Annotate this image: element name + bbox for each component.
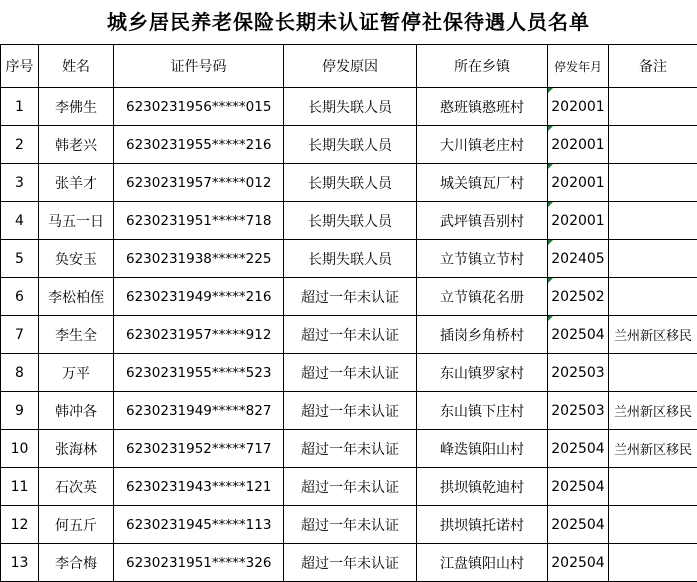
cell-name[interactable] <box>39 240 114 278</box>
cell-seq[interactable] <box>1 164 39 202</box>
cell-stop-reason-text: 超过一年未认证 <box>301 290 399 306</box>
cell-id-number[interactable] <box>114 126 284 164</box>
cell-flag-icon <box>548 278 553 283</box>
cell-flag-icon <box>548 88 553 93</box>
cell-town-text: 拱坝镇托诺村 <box>440 518 524 534</box>
cell-name-text: 万平 <box>62 366 90 382</box>
header-note: 备注 <box>609 45 697 88</box>
cell-town-text: 立节镇花名册 <box>440 290 524 306</box>
cell-stop-month-text: 202503 <box>551 365 604 381</box>
header-row <box>1 45 697 88</box>
cell-seq[interactable] <box>1 506 39 544</box>
cell-stop-month[interactable] <box>548 88 609 126</box>
cell-stop-reason-text: 超过一年未认证 <box>301 442 399 458</box>
cell-flag-icon <box>548 164 553 169</box>
cell-town[interactable] <box>417 240 548 278</box>
cell-seq-text: 6 <box>15 289 24 305</box>
table-row <box>1 392 697 430</box>
cell-name[interactable] <box>39 126 114 164</box>
table-row <box>1 468 697 506</box>
cell-name[interactable] <box>39 164 114 202</box>
cell-note[interactable] <box>609 468 697 506</box>
cell-name-text: 韩老兴 <box>55 138 97 154</box>
cell-stop-reason-text: 超过一年未认证 <box>301 480 399 496</box>
cell-seq-text: 10 <box>11 441 29 457</box>
cell-stop-reason[interactable] <box>284 164 417 202</box>
cell-seq-text: 5 <box>15 251 24 267</box>
cell-stop-reason-text: 长期失联人员 <box>308 214 392 230</box>
table-row <box>1 544 697 582</box>
cell-stop-reason-text: 长期失联人员 <box>308 176 392 192</box>
cell-stop-month[interactable] <box>548 126 609 164</box>
personnel-table <box>0 44 697 582</box>
cell-stop-month-text: 202405 <box>551 251 604 267</box>
cell-id-number-text: 6230231956*****015 <box>126 99 271 115</box>
cell-town[interactable] <box>417 544 548 582</box>
cell-town[interactable] <box>417 506 548 544</box>
cell-town-text: 武坪镇吾别村 <box>440 214 524 230</box>
cell-town-text: 憨班镇憨班村 <box>440 100 524 116</box>
cell-note-text: 兰州新区移民 <box>614 329 692 344</box>
table-row <box>1 164 697 202</box>
cell-seq[interactable] <box>1 316 39 354</box>
cell-stop-reason[interactable] <box>284 202 417 240</box>
cell-town-text: 东山镇罗家村 <box>440 366 524 382</box>
cell-id-number-text: 6230231943*****121 <box>126 479 271 495</box>
header-id: 证件号码 <box>114 45 284 88</box>
cell-stop-reason-text: 长期失联人员 <box>308 100 392 116</box>
cell-note[interactable] <box>609 240 697 278</box>
table-row <box>1 202 697 240</box>
cell-seq-text: 11 <box>11 479 29 495</box>
cell-stop-month-text: 202001 <box>551 137 604 153</box>
cell-town[interactable] <box>417 354 548 392</box>
cell-note[interactable] <box>609 392 697 430</box>
cell-stop-month-text: 202001 <box>551 175 604 191</box>
cell-town-text: 城关镇瓦厂村 <box>440 176 524 192</box>
cell-seq[interactable] <box>1 126 39 164</box>
cell-seq[interactable] <box>1 392 39 430</box>
cell-seq[interactable] <box>1 88 39 126</box>
cell-town-text: 插岗乡角桥村 <box>440 328 524 344</box>
cell-town[interactable] <box>417 88 548 126</box>
table-row <box>1 88 697 126</box>
sheet-title: 城乡居民养老保险长期未认证暂停社保待遇人员名单 <box>0 0 697 44</box>
cell-town-text: 江盘镇阳山村 <box>440 556 524 572</box>
cell-name[interactable] <box>39 392 114 430</box>
cell-stop-reason-text: 超过一年未认证 <box>301 366 399 382</box>
cell-name[interactable] <box>39 544 114 582</box>
cell-stop-month[interactable] <box>548 506 609 544</box>
cell-stop-month[interactable] <box>548 316 609 354</box>
cell-town[interactable] <box>417 468 548 506</box>
cell-town[interactable] <box>417 392 548 430</box>
table-row <box>1 430 697 468</box>
cell-name-text: 马五一日 <box>48 214 104 230</box>
cell-id-number-text: 6230231955*****216 <box>126 137 271 153</box>
table-row <box>1 316 697 354</box>
cell-stop-month-text: 202504 <box>551 555 604 571</box>
cell-name[interactable] <box>39 430 114 468</box>
cell-flag-icon <box>548 240 553 245</box>
cell-id-number[interactable] <box>114 240 284 278</box>
cell-note[interactable] <box>609 164 697 202</box>
cell-id-number[interactable] <box>114 392 284 430</box>
cell-id-number[interactable] <box>114 354 284 392</box>
cell-note[interactable] <box>609 354 697 392</box>
cell-town-text: 东山镇下庄村 <box>440 404 524 420</box>
table-row <box>1 278 697 316</box>
cell-seq[interactable] <box>1 240 39 278</box>
cell-seq[interactable] <box>1 430 39 468</box>
cell-note[interactable] <box>609 506 697 544</box>
cell-note-text: 兰州新区移民 <box>614 405 692 420</box>
cell-stop-month-text: 202001 <box>551 213 604 229</box>
cell-id-number-text: 6230231957*****912 <box>126 327 271 343</box>
cell-stop-reason[interactable] <box>284 278 417 316</box>
cell-stop-month-text: 202503 <box>551 403 604 419</box>
cell-seq-text: 3 <box>15 175 24 191</box>
cell-seq[interactable] <box>1 468 39 506</box>
cell-town-text: 峰迭镇阳山村 <box>440 442 524 458</box>
cell-stop-month-text: 202504 <box>551 517 604 533</box>
cell-stop-reason-text: 长期失联人员 <box>308 252 392 268</box>
cell-town-text: 立节镇立节村 <box>440 252 524 268</box>
header-reason: 停发原因 <box>284 45 417 88</box>
header-stop-month: 停发年月 <box>548 45 609 88</box>
cell-flag-icon <box>548 202 553 207</box>
cell-stop-month[interactable] <box>548 468 609 506</box>
cell-id-number[interactable] <box>114 164 284 202</box>
cell-id-number[interactable] <box>114 430 284 468</box>
cell-note[interactable] <box>609 202 697 240</box>
cell-stop-reason[interactable] <box>284 392 417 430</box>
cell-name-text: 李松柏侄 <box>48 290 104 306</box>
cell-flag-icon <box>548 316 553 321</box>
cell-note[interactable] <box>609 88 697 126</box>
cell-stop-reason-text: 超过一年未认证 <box>301 404 399 420</box>
cell-stop-month[interactable] <box>548 354 609 392</box>
cell-id-number-text: 6230231949*****827 <box>126 403 271 419</box>
cell-note[interactable] <box>609 316 697 354</box>
cell-id-number-text: 6230231945*****113 <box>126 517 271 533</box>
cell-name[interactable] <box>39 278 114 316</box>
cell-id-number-text: 6230231951*****718 <box>126 213 271 229</box>
cell-name[interactable] <box>39 468 114 506</box>
cell-id-number[interactable] <box>114 316 284 354</box>
cell-stop-month-text: 202504 <box>551 441 604 457</box>
cell-id-number[interactable] <box>114 278 284 316</box>
cell-stop-month[interactable] <box>548 278 609 316</box>
cell-stop-reason[interactable] <box>284 468 417 506</box>
table-row <box>1 126 697 164</box>
cell-name[interactable] <box>39 88 114 126</box>
cell-note[interactable] <box>609 544 697 582</box>
cell-name[interactable] <box>39 506 114 544</box>
table-row <box>1 240 697 278</box>
cell-stop-reason-text: 长期失联人员 <box>308 138 392 154</box>
cell-seq-text: 7 <box>15 327 24 343</box>
cell-seq-text: 2 <box>15 137 24 153</box>
cell-town[interactable] <box>417 316 548 354</box>
cell-name-text: 石次英 <box>55 480 97 496</box>
cell-stop-reason[interactable] <box>284 506 417 544</box>
cell-town[interactable] <box>417 278 548 316</box>
cell-name-text: 何五斤 <box>55 518 97 534</box>
cell-id-number-text: 6230231951*****326 <box>126 555 271 571</box>
cell-name[interactable] <box>39 354 114 392</box>
cell-town[interactable] <box>417 126 548 164</box>
cell-stop-month[interactable] <box>548 392 609 430</box>
table-body <box>1 88 697 582</box>
cell-stop-reason[interactable] <box>284 240 417 278</box>
cell-name[interactable] <box>39 316 114 354</box>
header-town: 所在乡镇 <box>417 45 548 88</box>
cell-seq[interactable] <box>1 278 39 316</box>
cell-name-text: 张海林 <box>55 442 97 458</box>
cell-stop-month-text: 202502 <box>551 289 604 305</box>
cell-id-number[interactable] <box>114 88 284 126</box>
cell-seq-text: 13 <box>11 555 29 571</box>
cell-id-number[interactable] <box>114 544 284 582</box>
cell-id-number[interactable] <box>114 468 284 506</box>
cell-town[interactable] <box>417 430 548 468</box>
cell-seq[interactable] <box>1 354 39 392</box>
cell-name-text: 韩冲各 <box>55 404 97 420</box>
cell-stop-month[interactable] <box>548 544 609 582</box>
cell-town-text: 大川镇老庄村 <box>440 138 524 154</box>
cell-seq[interactable] <box>1 544 39 582</box>
cell-stop-month[interactable] <box>548 240 609 278</box>
cell-stop-month-text: 202504 <box>551 327 604 343</box>
cell-stop-month[interactable] <box>548 202 609 240</box>
cell-flag-icon <box>548 126 553 131</box>
cell-name-text: 李生全 <box>55 328 97 344</box>
header-seq: 序号 <box>1 45 39 88</box>
cell-town-text: 拱坝镇乾迪村 <box>440 480 524 496</box>
cell-id-number-text: 6230231957*****012 <box>126 175 271 191</box>
cell-note-text: 兰州新区移民 <box>614 443 692 458</box>
cell-seq-text: 12 <box>11 517 29 533</box>
cell-id-number-text: 6230231952*****717 <box>126 441 271 457</box>
cell-seq-text: 1 <box>15 99 24 115</box>
header-name: 姓名 <box>39 45 114 88</box>
cell-stop-reason[interactable] <box>284 126 417 164</box>
cell-note[interactable] <box>609 430 697 468</box>
cell-stop-reason[interactable] <box>284 88 417 126</box>
cell-name-text: 张羊才 <box>55 176 97 192</box>
cell-id-number[interactable] <box>114 506 284 544</box>
cell-stop-reason[interactable] <box>284 354 417 392</box>
cell-name-text: 李合梅 <box>55 556 97 572</box>
cell-id-number-text: 6230231955*****523 <box>126 365 271 381</box>
cell-stop-reason-text: 超过一年未认证 <box>301 518 399 534</box>
cell-note[interactable] <box>609 126 697 164</box>
cell-seq[interactable] <box>1 202 39 240</box>
cell-stop-reason-text: 超过一年未认证 <box>301 328 399 344</box>
cell-stop-reason-text: 超过一年未认证 <box>301 556 399 572</box>
cell-seq-text: 9 <box>15 403 24 419</box>
cell-stop-month[interactable] <box>548 164 609 202</box>
cell-id-number[interactable] <box>114 202 284 240</box>
cell-stop-month-text: 202504 <box>551 479 604 495</box>
cell-name[interactable] <box>39 202 114 240</box>
cell-town[interactable] <box>417 164 548 202</box>
cell-name-text: 奂安玉 <box>55 252 97 268</box>
cell-stop-reason[interactable] <box>284 316 417 354</box>
cell-id-number-text: 6230231938*****225 <box>126 251 271 267</box>
cell-stop-month[interactable] <box>548 430 609 468</box>
cell-note[interactable] <box>609 278 697 316</box>
table-row <box>1 354 697 392</box>
cell-town[interactable] <box>417 202 548 240</box>
cell-stop-reason[interactable] <box>284 544 417 582</box>
table-row <box>1 506 697 544</box>
cell-seq-text: 4 <box>15 213 24 229</box>
cell-name-text: 李佛生 <box>55 100 97 116</box>
cell-stop-reason[interactable] <box>284 430 417 468</box>
cell-seq-text: 8 <box>15 365 24 381</box>
cell-stop-month-text: 202001 <box>551 99 604 115</box>
cell-id-number-text: 6230231949*****216 <box>126 289 271 305</box>
